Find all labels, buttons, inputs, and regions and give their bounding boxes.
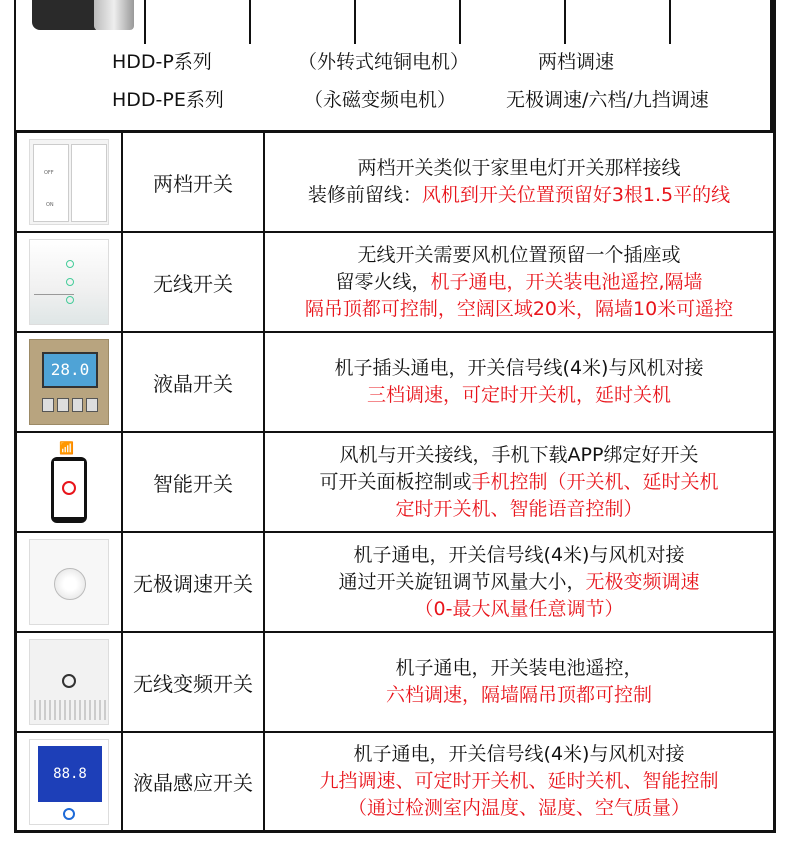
- switch-description: [265, 433, 773, 531]
- series-model: HDD-P系列: [112, 51, 212, 73]
- switch-description: [265, 633, 773, 731]
- desc-line: [305, 296, 733, 323]
- desc-line: [340, 442, 699, 469]
- desc-highlight: 六档调速，隔墙隔吊顶都可控制: [385, 684, 652, 706]
- series-motor: （永磁变频电机）: [304, 89, 457, 111]
- thumbnail-cell: [17, 433, 123, 531]
- table-row: [17, 633, 773, 733]
- series-motor: （外转式纯铜电机）: [298, 51, 470, 73]
- top-cell: [144, 0, 249, 44]
- switch-comparison-table: [14, 130, 776, 833]
- top-cell: [459, 0, 564, 44]
- desc-text: 两档开关类似于家里电灯开关那样接线: [357, 157, 681, 179]
- fan-flange-shape: [94, 0, 134, 30]
- desc-highlight: 风机到开关位置预留好3根1.5平的线: [421, 184, 731, 206]
- desc-text: 机子通电，开关信号线(4米)与风机对接: [353, 543, 685, 566]
- table-row: [17, 133, 773, 233]
- bridge-graphic: [34, 294, 74, 316]
- wifi-icon: 📶: [59, 441, 74, 455]
- knob-dimmer-icon: [29, 539, 109, 625]
- thumbnail-cell: [17, 133, 123, 231]
- desc-line: [395, 496, 642, 523]
- desc-line: [308, 182, 730, 209]
- thumbnail-cell: [17, 333, 123, 431]
- series-row-p: [0, 47, 790, 77]
- table-row: [17, 333, 773, 433]
- switch-name: 无线变频开关: [123, 633, 265, 731]
- desc-text: 装修前留线：: [307, 184, 422, 206]
- table-row: [17, 533, 773, 633]
- switch-description: [265, 733, 773, 830]
- fan-symbol: [62, 674, 76, 688]
- desc-highlight: 机子通电，开关装电池遥控,隔墙: [430, 270, 703, 293]
- switch-description: [265, 533, 773, 631]
- switch-name: 无极调速开关: [123, 533, 265, 631]
- rotary-knob: [54, 568, 86, 600]
- thumbnail-cell: [17, 533, 123, 631]
- desc-text: 通过开关旋钮调节风量大小，: [338, 570, 586, 593]
- fan-housing-shape: [32, 0, 102, 30]
- switch-name: 智能开关: [123, 433, 265, 531]
- smartphone-app-icon: [29, 439, 109, 525]
- switch-name: 两档开关: [123, 133, 265, 231]
- desc-highlight: 无极变频调速: [585, 570, 700, 593]
- desc-line: [354, 741, 685, 768]
- desc-line: [395, 655, 642, 682]
- panel-buttons: [42, 398, 98, 412]
- top-cell: [354, 0, 459, 44]
- fan-product-photo: [14, 0, 144, 42]
- series-model: HDD-PE系列: [112, 89, 224, 111]
- top-cell: [249, 0, 354, 44]
- desc-text: 机子插头通电，开关信号线(4米)与风机对接: [334, 357, 704, 379]
- desc-line: [348, 795, 690, 822]
- wireless-variable-switch-icon: [29, 639, 109, 725]
- desc-text: 留零火线，: [335, 270, 431, 293]
- desc-line: [367, 382, 671, 409]
- city-graphic: [34, 700, 106, 720]
- desc-line: [319, 768, 718, 795]
- lcd-display: 28.0: [42, 352, 98, 388]
- top-cell: [669, 0, 776, 44]
- desc-line: [357, 155, 680, 182]
- desc-highlight: （通过检测室内温度、湿度、空气质量）: [347, 797, 690, 819]
- series-speed: 两档调速: [538, 51, 615, 73]
- thumbnail-cell: [17, 633, 123, 731]
- table-row: [17, 433, 773, 533]
- table-row: [17, 733, 773, 830]
- power-icon: [63, 808, 75, 820]
- desc-highlight: （0-最大风量任意调节）: [414, 597, 624, 620]
- switch-description: [265, 333, 773, 431]
- desc-line: [386, 682, 652, 709]
- power-icon: [62, 481, 76, 495]
- desc-text: 风机与开关接线，手机下载APP绑定好开关: [339, 443, 699, 466]
- desc-line: [354, 542, 685, 569]
- desc-line: [335, 355, 704, 382]
- top-image-strip: [14, 0, 776, 44]
- series-row-pe: [0, 85, 790, 115]
- two-gang-switch-icon: [29, 139, 109, 225]
- lcd-thermostat-icon: [29, 339, 109, 425]
- wireless-switch-icon: [29, 239, 109, 325]
- desc-text: 机子通电，开关装电池遥控，: [395, 657, 643, 679]
- table-row: [17, 233, 773, 333]
- switch-name: 液晶开关: [123, 333, 265, 431]
- desc-highlight: 定时开关机、智能语音控制）: [395, 497, 643, 520]
- desc-line: [415, 596, 624, 623]
- top-cell: [564, 0, 669, 44]
- top-cells: [144, 0, 776, 44]
- lcd-display: 88.8: [38, 746, 102, 802]
- desc-highlight: 九挡调速、可定时开关机、延时关机、智能控制: [319, 770, 719, 792]
- desc-text: 无线开关需要风机位置预留一个插座或: [357, 243, 681, 266]
- thumbnail-cell: [17, 233, 123, 331]
- switch-description: [265, 233, 773, 331]
- desc-highlight: 手机控制（开关机、延时关机: [471, 470, 719, 493]
- desc-text: 可开关面板控制或: [319, 470, 472, 493]
- indicator-dot: [66, 278, 74, 286]
- switch-name: 无线开关: [123, 233, 265, 331]
- switch-rocker-left: [33, 144, 69, 222]
- switch-off-label: OFF: [44, 170, 54, 176]
- thumbnail-cell: [17, 733, 123, 830]
- desc-highlight: 隔吊顶都可控制，空阔区域20米，隔墙10米可遥控: [304, 297, 734, 320]
- switch-on-label: ON: [46, 202, 54, 208]
- desc-line: [338, 569, 699, 596]
- desc-line: [319, 469, 718, 496]
- desc-line: [335, 269, 702, 296]
- desc-line: [357, 242, 680, 269]
- switch-description: [265, 133, 773, 231]
- switch-rocker-right: [71, 144, 107, 222]
- desc-text: 机子通电，开关信号线(4米)与风机对接: [353, 743, 685, 765]
- series-speed: 无极调速/六档/九挡调速: [506, 89, 709, 111]
- lcd-sensor-panel-icon: [29, 739, 109, 825]
- desc-highlight: 三档调速，可定时开关机，延时关机: [366, 384, 671, 406]
- indicator-dot: [66, 260, 74, 268]
- switch-name: 液晶感应开关: [123, 733, 265, 830]
